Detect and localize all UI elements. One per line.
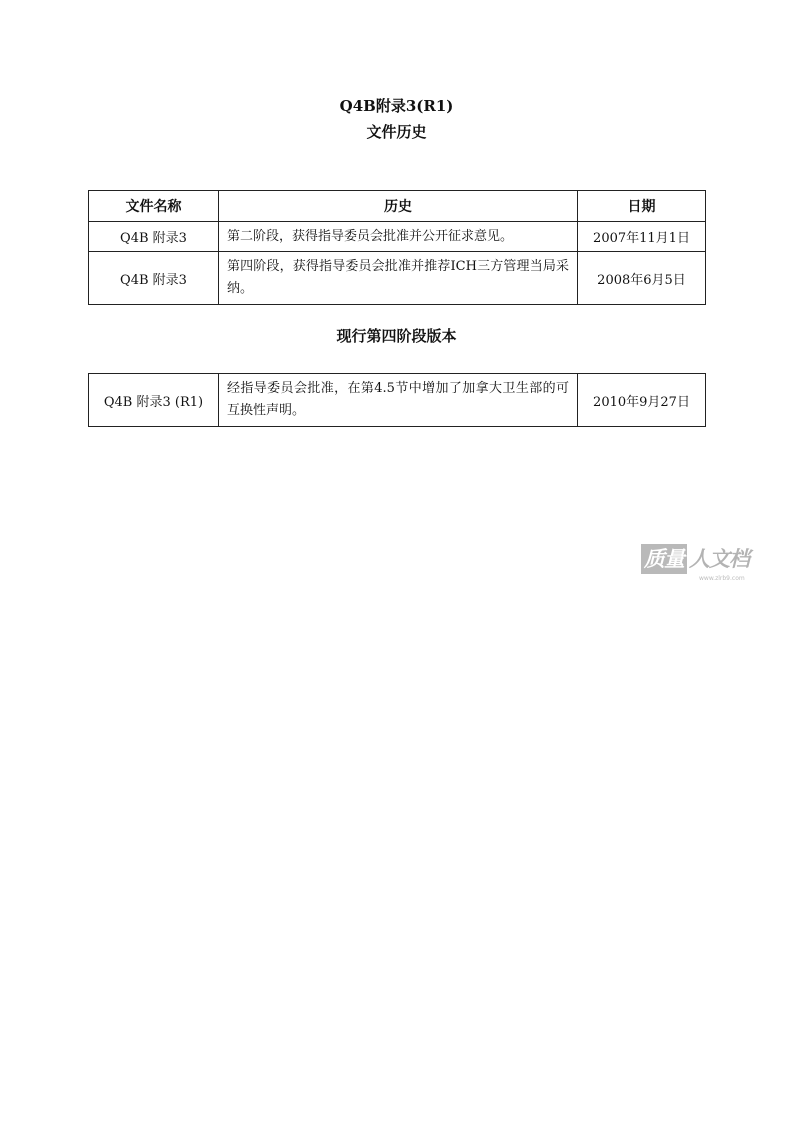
cell-date: 2010年9月27日 — [578, 374, 706, 427]
document-title: Q4B附录3(R1) — [339, 97, 454, 115]
table-row — [89, 252, 706, 305]
cell-history: 第四阶段，获得指导委员会批准并推荐ICH三方管理当局采纳。 — [219, 252, 578, 305]
column-header-date: 日期 — [578, 191, 706, 222]
cell-name: Q4B 附录3 — [89, 252, 219, 305]
column-header-history: 历史 — [219, 191, 578, 222]
cell-history: 第二阶段，获得指导委员会批准并公开征求意见。 — [219, 222, 578, 252]
watermark-logo-text: 人文档 — [689, 547, 749, 571]
watermark-url: www.zlrb9.com — [699, 575, 745, 582]
watermark-logo — [641, 544, 783, 586]
watermark-logo-box: 质量 — [641, 544, 687, 574]
cell-history: 经指导委员会批准，在第4.5节中增加了加拿大卫生部的可互换性声明。 — [219, 374, 578, 427]
table-row — [89, 222, 706, 252]
cell-date: 2008年6月5日 — [578, 252, 706, 305]
column-header-name: 文件名称 — [89, 191, 219, 222]
section-title: 现行第四阶段版本 — [336, 327, 457, 345]
table-row — [89, 374, 706, 427]
document-subtitle: 文件历史 — [366, 123, 427, 141]
current-version-table — [88, 373, 706, 427]
cell-name: Q4B 附录3 — [89, 222, 219, 252]
history-table — [88, 190, 706, 305]
cell-date: 2007年11月1日 — [578, 222, 706, 252]
cell-name: Q4B 附录3 (R1) — [89, 374, 219, 427]
table-header-row — [89, 191, 706, 222]
